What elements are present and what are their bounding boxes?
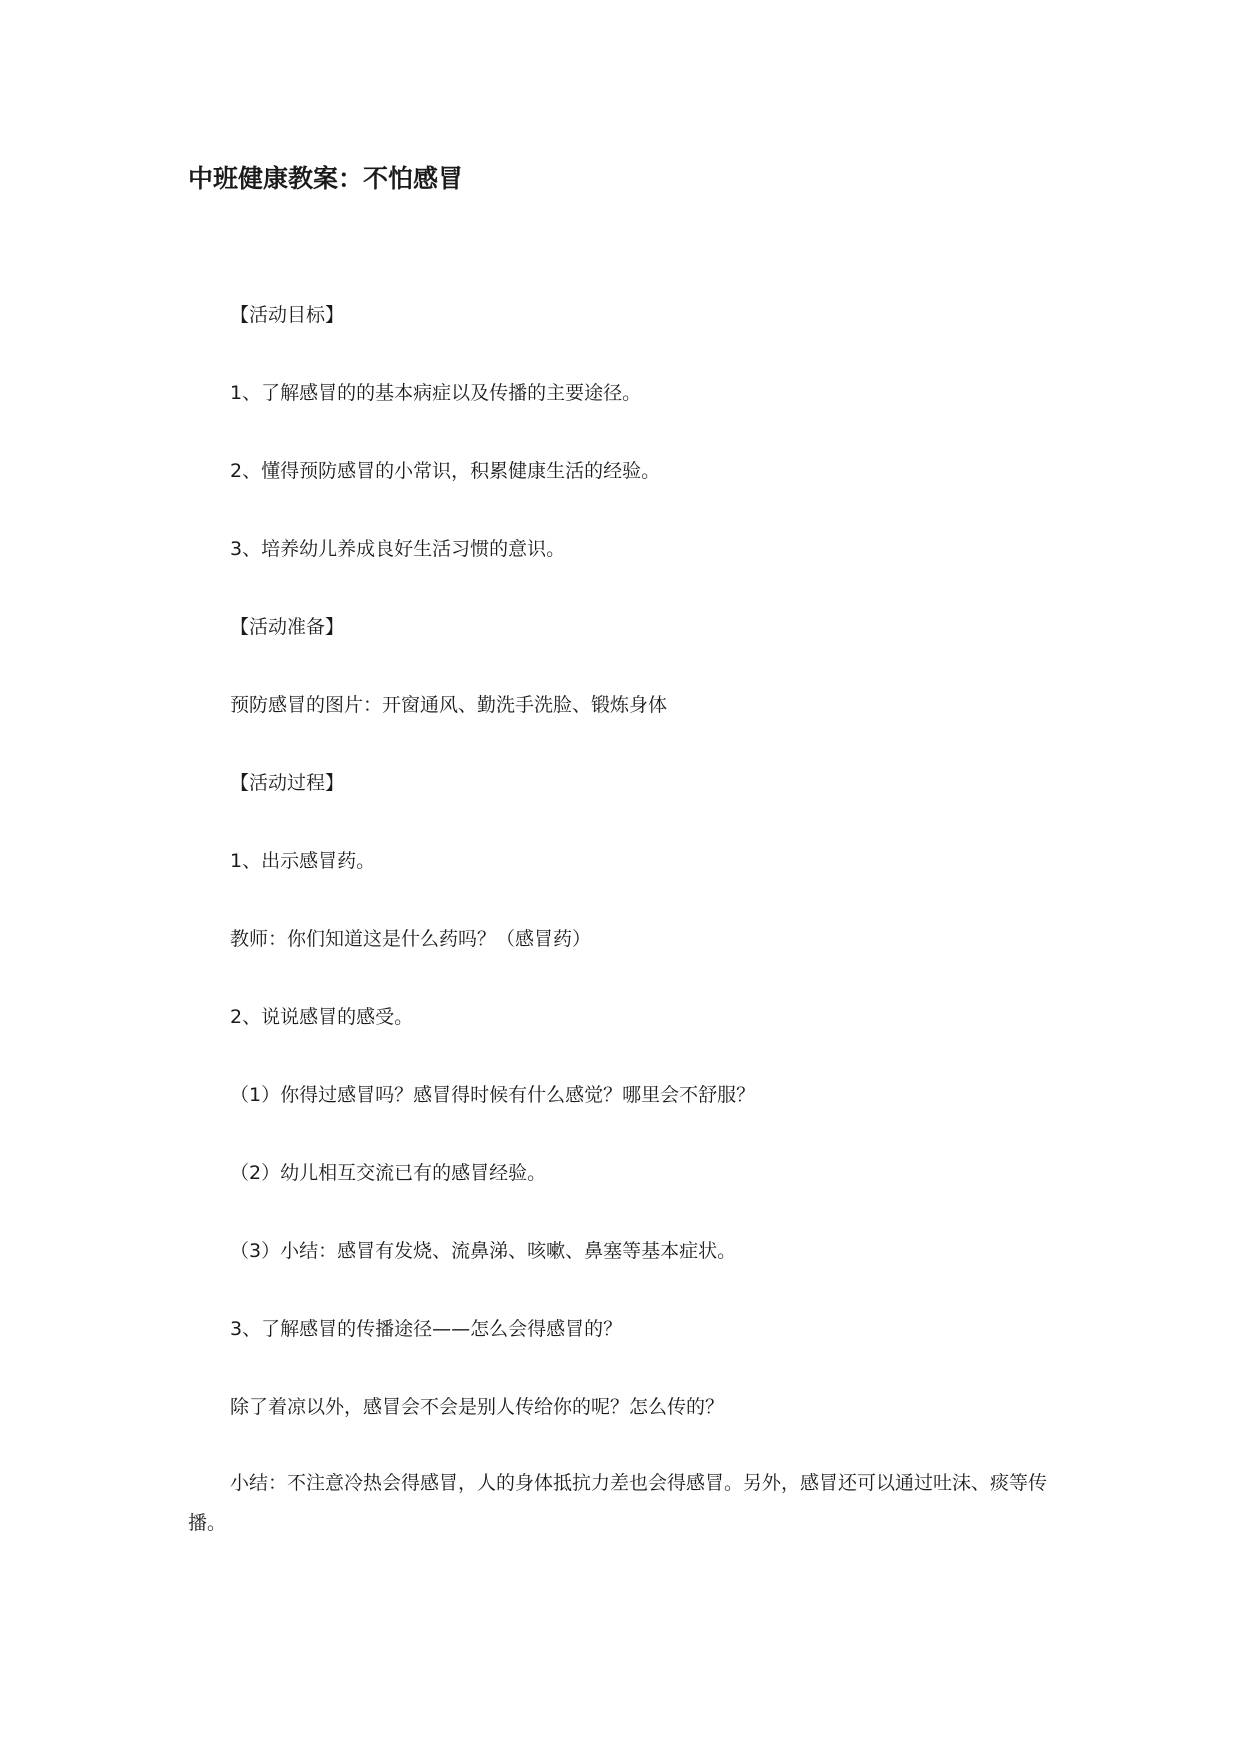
goal-item-1: 1、了解感冒的的基本病症以及传播的主要途径。 (230, 382, 642, 404)
sub-item-3: （3）小结：感冒有发烧、流鼻涕、咳嗽、鼻塞等基本症状。 (230, 1240, 737, 1262)
goal-item-2: 2、懂得预防感冒的小常识，积累健康生活的经验。 (230, 460, 661, 482)
section-heading-preparation: 【活动准备】 (230, 616, 345, 638)
process-step-3: 3、了解感冒的传播途径——怎么会得感冒的？ (230, 1318, 623, 1340)
document-title: 中班健康教案：不怕感冒 (188, 164, 464, 193)
process-step-1: 1、出示感冒药。 (230, 850, 376, 872)
section-heading-goals: 【活动目标】 (230, 304, 345, 326)
preparation-text: 预防感冒的图片：开窗通风、勤洗手洗脸、锻炼身体 (230, 694, 668, 716)
section-heading-process: 【活动过程】 (230, 772, 345, 794)
sub-item-1: （1）你得过感冒吗？感冒得时候有什么感觉？哪里会不舒服？ (230, 1084, 756, 1106)
teacher-question: 教师：你们知道这是什么药吗？（感冒药） (230, 928, 592, 950)
summary-paragraph: 小结：不注意冷热会得感冒，人的身体抵抗力差也会得感冒。另外，感冒还可以通过吐沫、痰等传播。 (188, 1472, 1048, 1534)
sub-item-2: （2）幼儿相互交流已有的感冒经验。 (230, 1162, 547, 1184)
transmission-question: 除了着凉以外，感冒会不会是别人传给你的呢？怎么传的？ (230, 1396, 725, 1418)
goal-item-3: 3、培养幼儿养成良好生活习惯的意识。 (230, 538, 566, 560)
process-step-2: 2、说说感冒的感受。 (230, 1006, 414, 1028)
